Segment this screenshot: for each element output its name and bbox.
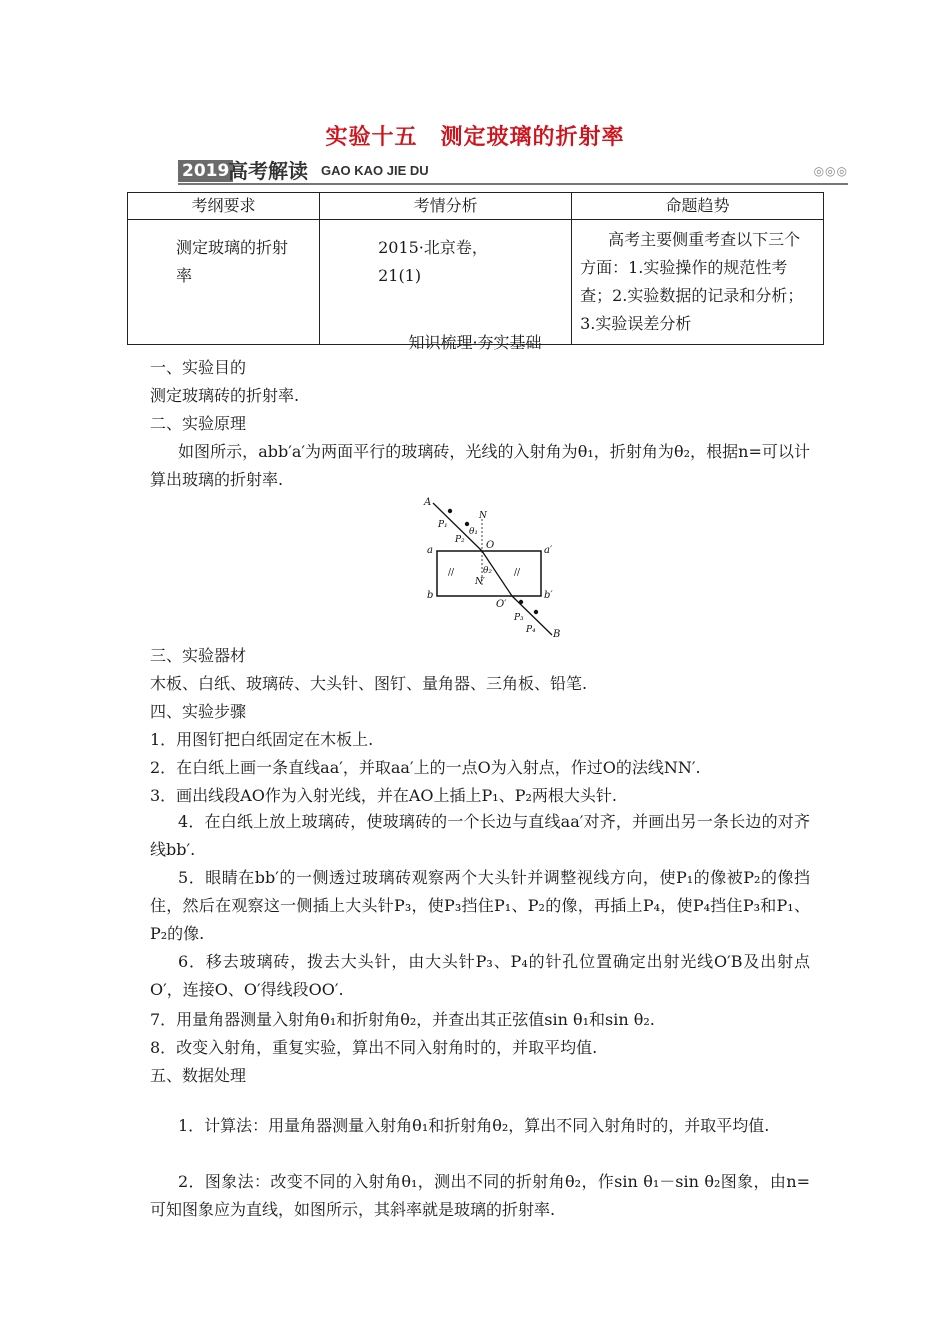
label-n: N	[479, 511, 487, 521]
table-cell: 2015·北京卷，21(1)	[320, 220, 572, 345]
table-cell: 测定玻璃的折射率	[128, 220, 320, 345]
label-p1: P₁	[438, 520, 448, 530]
label-p3: P₃	[514, 613, 524, 623]
pin-p3	[519, 600, 523, 604]
text-principle: 如图所示，abb′a′为两面平行的玻璃砖，光线的入射角为θ₁，折射角为θ₂，根据n=可以计算出玻璃的折射率.	[150, 442, 810, 489]
data-method-1: 1．计算法：用量角器测量入射角θ₁和折射角θ₂，算出不同入射角时的，并取平均值.	[178, 1116, 770, 1135]
label-a-prime: a′	[544, 545, 553, 556]
label-b-prime: b′	[544, 590, 553, 601]
section-title: 知识梳理·夯实基础	[408, 333, 542, 352]
label-o-prime: O′	[496, 599, 507, 610]
glass-hatch: //	[514, 568, 521, 578]
text-purpose: 测定玻璃砖的折射率.	[150, 386, 300, 405]
step-5: 5．眼睛在bb′的一侧透过玻璃砖观察两个大头针并调整视线方向，使P₁的像被P₂的像挡住，然后在观察这一侧插上大头针P₃，使P₃挡住P₁、P₂的像，再插上P₄，使P₄挡住P₃和P₁、P₂的像.	[150, 868, 810, 943]
pin-p1	[448, 509, 452, 513]
label-p2: P₂	[455, 535, 465, 545]
label-a-point: A	[424, 497, 432, 508]
table-row	[128, 220, 824, 345]
step-8: 8．改变入射角，重复实验，算出不同入射角时的，并取平均值.	[150, 1038, 598, 1057]
table-header: 命题趋势	[572, 193, 824, 220]
banner-title: 高考解读	[228, 159, 308, 183]
heading-steps: 四、实验步骤	[150, 702, 247, 721]
glass-hatch: //	[448, 568, 455, 578]
label-theta2: θ₂	[483, 566, 493, 576]
heading-data: 五、数据处理	[150, 1066, 247, 1085]
page-title: 实验十五 测定玻璃的折射率	[325, 125, 625, 150]
label-b-point: B	[553, 629, 561, 640]
step-1: 1．用图钉把白纸固定在木板上.	[150, 730, 374, 749]
step-2: 2．在白纸上画一条直线aa′，并取aa′上的一点O为入射点，作过O的法线NN′.	[150, 758, 701, 777]
banner-pinyin: GAO KAO JIE DU	[321, 163, 429, 178]
label-theta1: θ₁	[469, 527, 479, 537]
exam-banner	[178, 158, 848, 184]
pin-p4	[534, 610, 538, 614]
step-4: 4．在白纸上放上玻璃砖，使玻璃砖的一个长边与直线aa′对齐，并画出另一条长边的对齐线bb′.	[150, 812, 810, 859]
table-header: 考情分析	[320, 193, 572, 220]
pin-p2	[465, 522, 469, 526]
table-header: 考纲要求	[128, 193, 320, 220]
banner-year: 2019	[178, 160, 233, 182]
pin-markers	[448, 509, 538, 614]
step-7: 7．用量角器测量入射角θ₁和折射角θ₂，并查出其正弦值sin θ₁和sin θ₂.	[150, 1010, 655, 1029]
data-method-2: 2．图象法：改变不同的入射角θ₁，测出不同的折射角θ₂，作sin θ₁－sin θ₂图象，由n=可知图象应为直线，如图所示，其斜率就是玻璃的折射率.	[150, 1172, 810, 1219]
heading-principle: 二、实验原理	[150, 414, 247, 433]
heading-purpose: 一、实验目的	[150, 358, 247, 377]
step-6: 6．移去玻璃砖，拨去大头针，由大头针P₃、P₄的针孔位置确定出射光线O′B及出射点O′，连接O、O′得线段OO′.	[150, 952, 810, 999]
refraction-diagram	[420, 495, 570, 645]
label-n-prime: N′	[475, 577, 485, 587]
label-o: O	[486, 540, 495, 551]
heading-equipment: 三、实验器材	[150, 646, 247, 665]
table-header-row	[128, 193, 824, 220]
label-a: a	[427, 545, 433, 556]
banner-rule	[178, 183, 848, 185]
requirements-table	[127, 192, 824, 345]
banner-dots-icon: ◎◎◎	[813, 164, 848, 178]
label-p4: P₄	[526, 625, 536, 635]
label-b: b	[427, 590, 434, 601]
step-3: 3．画出线段AO作为入射光线，并在AO上插上P₁、P₂两根大头针.	[150, 786, 617, 805]
text-equipment: 木板、白纸、玻璃砖、大头针、图钉、量角器、三角板、铅笔.	[150, 674, 588, 693]
table-cell: 高考主要侧重考查以下三个方面：1.实验操作的规范性考查；2.实验数据的记录和分析；3.实验误差分析	[572, 220, 824, 345]
